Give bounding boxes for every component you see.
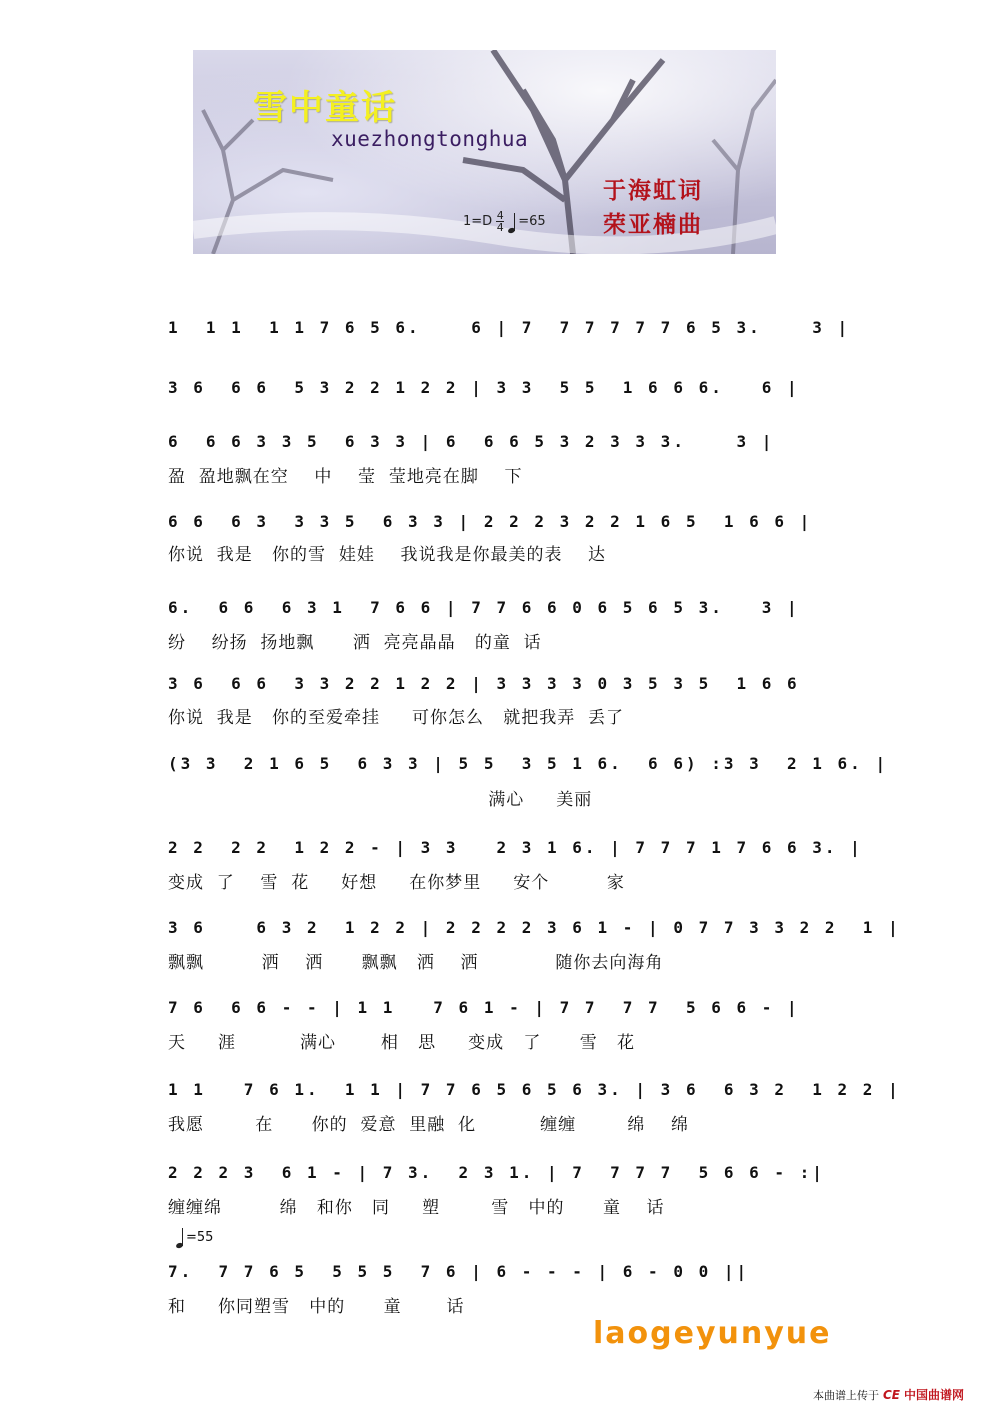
lyric-line-11: 我愿 在 你的 爱意 里融 化 缠缠 绵 绵 [168,1115,689,1135]
upload-text: 本曲谱上传于 [813,1388,879,1402]
score-line-5: 6. 6 6 6 3 1 7 6 6 | 7 7 6 6 0 6 5 6 5 3. 3 | [168,598,800,617]
composer-credit: 荣亚楠曲 [603,212,703,238]
lyric-line-13: 和 你同塑雪 中的 童 话 [168,1297,465,1317]
quarter-note-icon [176,1226,184,1248]
score-line-11: 1 1 7 6 1. 1 1 | 7 7 6 5 6 5 6 3. | 3 6 6 3 2 1 2 2 | [168,1080,901,1099]
score-line-3: 6 6 6 3 3 5 6 3 3 | 6 6 6 5 3 2 3 3 3. 3 | [168,432,775,451]
lyric-line-10: 天 涯 满心 相 思 变成 了 雪 花 [168,1033,635,1053]
score-line-7: (3 3 2 1 6 5 6 3 3 | 5 5 3 5 1 6. 6 6) :3 3 2 1 6. | [168,754,889,773]
score-line-10: 7 6 6 6 - - | 1 1 7 6 1 - | 7 7 7 7 5 6 6 - | [168,998,800,1017]
score-line-1: 1 1 1 1 1 7 6 5 6. 6 | 7 7 7 7 7 7 6 5 3. 3 | [168,318,851,337]
score-line-6: 3 6 6 6 3 3 2 2 1 2 2 | 3 3 3 3 0 3 5 3 5 1 6 6 [168,674,800,693]
header-banner [193,50,776,254]
score-line-2: 3 6 6 6 5 3 2 2 1 2 2 | 3 3 5 5 1 6 6 6. 6 | [168,378,800,397]
lyric-line-3: 盈 盈地飘在空 中 莹 莹地亮在脚 下 [168,467,523,487]
lyric-line-8: 变成 了 雪 花 好想 在你梦里 安个 家 [168,873,625,893]
song-title-pinyin: xuezhongtonghua [331,127,529,151]
lyric-line-6: 你说 我是 你的至爱牵挂 可你怎么 就把我弄 丢了 [168,708,625,728]
tempo-change-marking: =55 [176,1226,213,1248]
lyric-line-12: 缠缠绵 绵 和你 同 塑 雪 中的 童 话 [168,1198,665,1218]
score-line-13: 7. 7 7 6 5 5 5 5 7 6 | 6 - - - | 6 - 0 0 || [168,1262,750,1281]
tempo-value: =65 [518,214,546,229]
key-signature: 1=D [463,214,493,229]
lyricist-credit: 于海虹词 [603,178,703,204]
score-line-9: 3 6 6 3 2 1 2 2 | 2 2 2 2 3 6 1 - | 0 7 7 3 3 2 2 1 | [168,918,901,937]
key-tempo-marking [463,210,546,233]
arranger-signature: laogeyunyue [593,1316,832,1351]
footer-credit [813,1386,964,1403]
song-title: 雪中童话 [253,88,397,128]
lyric-line-5: 纷 纷扬 扬地飘 洒 亮亮晶晶 的童 话 [168,633,542,653]
time-signature: $\frac{4}{4}$ [496,209,504,234]
score-line-12: 2 2 2 3 6 1 - | 7 3. 2 3 1. | 7 7 7 7 5 6 6 - :| [168,1163,825,1182]
lyric-line-9: 飘飘 洒 洒 飘飘 洒 洒 随你去向海角 [168,953,664,973]
quarter-note-icon [508,211,516,233]
site-name-link[interactable]: 中国曲谱网 [904,1388,965,1402]
lyric-line-4: 你说 我是 你的雪 娃娃 我说我是你最美的表 达 [168,545,607,565]
site-logo-icon: CE [883,1387,901,1402]
score-line-8: 2 2 2 2 1 2 2 - | 3 3 2 3 1 6. | 7 7 7 1 7 6 6 3. | [168,838,863,857]
score-line-4: 6 6 6 3 3 3 5 6 3 3 | 2 2 2 3 2 2 1 6 5 1 6 6 | [168,512,813,531]
lyric-line-7: 满心 美丽 [168,790,593,810]
